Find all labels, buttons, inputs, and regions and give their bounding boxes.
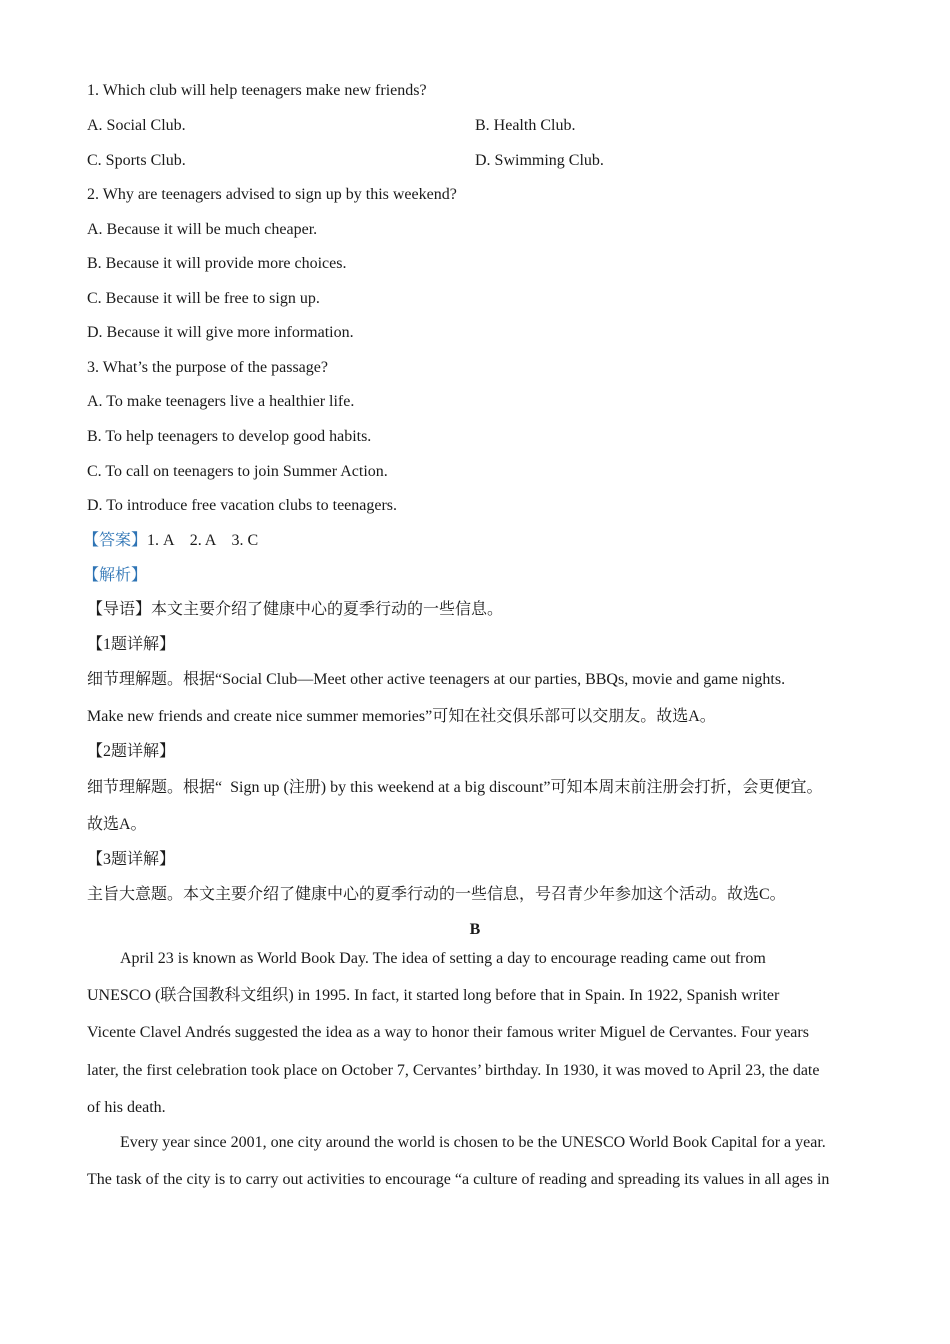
q3-option-c: C. To call on teenagers to join Summer Action.: [87, 463, 388, 480]
passage-p1-line-1: April 23 is known as World Book Day. The idea of setting a day to encourage reading came out from: [120, 950, 766, 967]
question-3: 3. What’s the purpose of the passage?: [87, 359, 328, 376]
passage-p1-line-2: UNESCO (联合国教科文组织) in 1995. In fact, it started long before that in Spain. In 1922, Spanish writer: [87, 987, 780, 1004]
q2-option-a: A. Because it will be much cheaper.: [87, 221, 318, 238]
detail-3-line-1: 主旨大意题。本文主要介绍了健康中心的夏季行动的一些信息，号召青少年参加这个活动。故选C。: [87, 886, 786, 903]
analysis-guide: 【导语】本文主要介绍了健康中心的夏季行动的一些信息。: [87, 601, 504, 618]
question-2: 2. Why are teenagers advised to sign up by this weekend?: [87, 186, 457, 203]
passage-p1-line-5: of his death.: [87, 1099, 166, 1116]
detail-1-title: 【1题详解】: [87, 636, 176, 653]
q1-option-d: D. Swimming Club.: [475, 152, 604, 169]
passage-p2-line-2: The task of the city is to carry out activities to encourage “a culture of reading and spreading its values in all ages in: [87, 1171, 830, 1188]
q2-option-c: C. Because it will be free to sign up.: [87, 290, 320, 307]
detail-1-line-2: Make new friends and create nice summer memories”可知在社交俱乐部可以交朋友。故选A。: [87, 708, 716, 725]
answer-label: 【答案】: [83, 532, 148, 549]
q1-option-c: C. Sports Club.: [87, 152, 186, 169]
section-heading: B: [469, 921, 481, 938]
detail-2-line-1: 细节理解题。根据“ Sign up (注册) by this weekend at a big discount”可知本周末前注册会打折，会更便宜。: [87, 779, 823, 796]
detail-2-title: 【2题详解】: [87, 743, 176, 760]
detail-1-line-1: 细节理解题。根据“Social Club—Meet other active teenagers at our parties, BBQs, movie and game nights.: [87, 671, 786, 688]
answer-line: [83, 531, 258, 551]
passage-p1-line-4: later, the first celebration took place on October 7, Cervantes’ birthday. In 1930, it was moved to April 23, the date: [87, 1062, 820, 1079]
detail-2-line-2: 故选A。: [87, 816, 147, 833]
q2-option-b: B. Because it will provide more choices.: [87, 255, 347, 272]
passage-p1-line-3: Vicente Clavel Andrés suggested the idea as a way to honor their famous writer Miguel de Cervantes. Four years: [87, 1024, 809, 1041]
q1-option-b: B. Health Club.: [475, 117, 576, 134]
q3-option-b: B. To help teenagers to develop good habits.: [87, 428, 372, 445]
analysis-label: 【解析】: [83, 567, 148, 584]
q1-option-a: A. Social Club.: [87, 117, 186, 134]
q3-option-a: A. To make teenagers live a healthier life.: [87, 393, 355, 410]
question-1: 1. Which club will help teenagers make new friends?: [87, 82, 427, 99]
q2-option-d: D. Because it will give more information.: [87, 324, 354, 341]
answer-values: 1. A 2. A 3. C: [147, 532, 259, 549]
passage-p2-line-1: Every year since 2001, one city around the world is chosen to be the UNESCO World Book Capital for a year.: [120, 1134, 826, 1151]
detail-3-title: 【3题详解】: [87, 851, 176, 868]
q3-option-d: D. To introduce free vacation clubs to teenagers.: [87, 497, 398, 514]
